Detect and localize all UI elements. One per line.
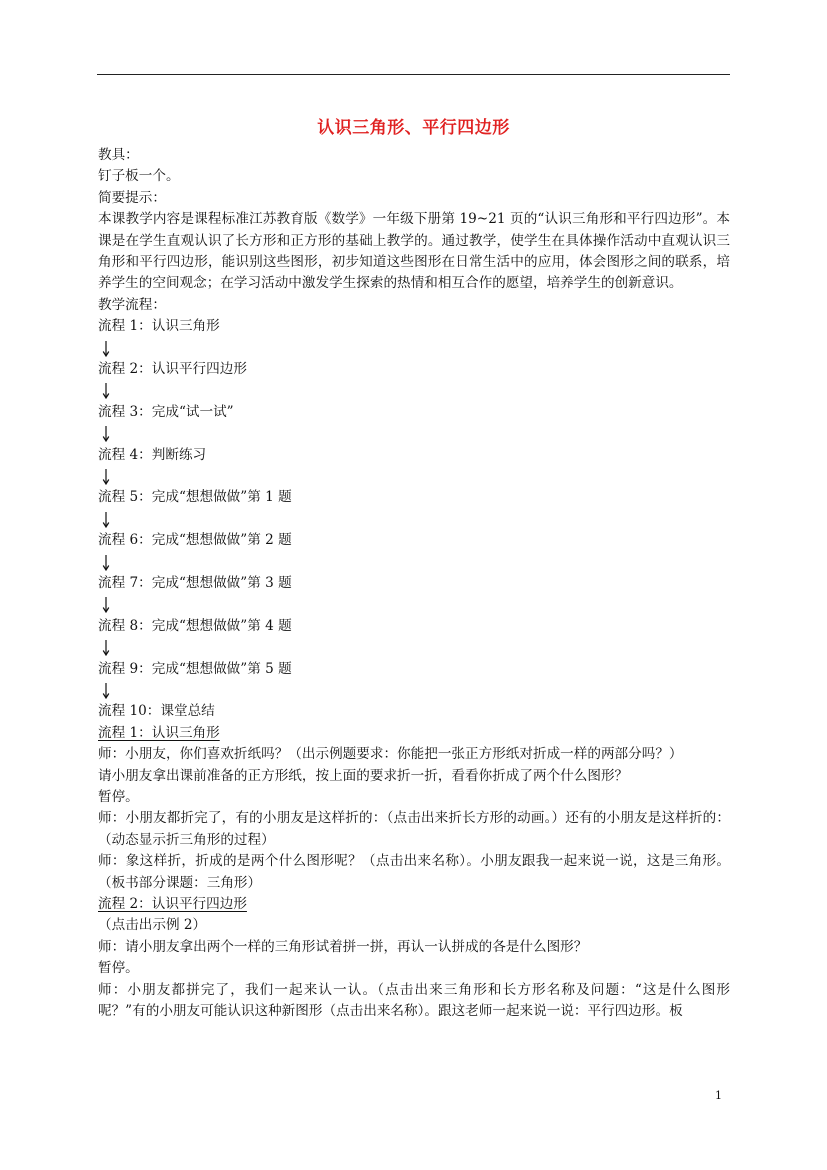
section1-paragraph: 师：象这样折，折成的是两个什么图形呢？（点击出来名称）。小朋友跟我一起来说一说，这是三角形。（板书部分课题：三角形） (98, 853, 730, 891)
flow-step: 流程 10：课堂总结 (98, 703, 215, 720)
section2-paragraph: 暂停。 (98, 960, 139, 977)
flow-label: 教学流程： (98, 296, 166, 313)
down-arrow-icon (98, 637, 730, 658)
section2-heading: 流程 2：认识平行四边形 (98, 896, 247, 913)
tools-label: 教具： (98, 147, 139, 163)
flow-step: 流程 1：认识三角形 (98, 318, 220, 335)
down-arrow-icon (98, 380, 730, 401)
down-arrow-icon (98, 594, 730, 615)
down-arrow-icon (98, 680, 730, 701)
section2-paragraph: （点击出示例 2） (98, 917, 207, 934)
tips-label: 简要提示： (98, 189, 166, 206)
section1-paragraph: 请小朋友拿出课前准备的正方形纸，按上面的要求折一折，看看你折成了两个什么图形？ (98, 767, 629, 784)
flow-step: 流程 5：完成“想想做做”第 1 题 (98, 489, 292, 506)
page-title: 认识三角形、平行四边形 (317, 118, 510, 138)
section1-paragraph: 暂停。 (98, 789, 139, 806)
flow-step: 流程 4：判断练习 (98, 446, 207, 463)
flow-step: 流程 3：完成“试一试” (98, 403, 234, 420)
down-arrow-icon (98, 423, 730, 444)
flow-step: 流程 6：完成“想想做做”第 2 题 (98, 532, 292, 549)
section1-paragraph: 师：小朋友都折完了，有的小朋友是这样折的：（点击出来折长方形的动画。）还有的小朋友是这样折的：（动态显示折三角形的过程） (98, 810, 730, 848)
section1-heading: 流程 1：认识三角形 (98, 724, 220, 741)
flow-step: 流程 9：完成“想想做做”第 5 题 (98, 660, 292, 677)
section2-paragraph: 师：请小朋友拿出两个一样的三角形试着拼一拼，再认一认拼成的各是什么图形？ (98, 938, 588, 955)
section1-paragraph: 师：小朋友，你们喜欢折纸吗？（出示例题要求：你能把一张正方形纸对折成一样的两部分吗？） (98, 746, 683, 763)
down-arrow-icon (98, 552, 730, 573)
flow-step: 流程 2：认识平行四边形 (98, 361, 247, 378)
down-arrow-icon (98, 466, 730, 487)
header-rule (97, 74, 730, 75)
document-body (98, 145, 730, 1023)
down-arrow-icon (98, 338, 730, 359)
tips-paragraph: 本课教学内容是课程标准江苏教育版《数学》一年级下册第 19~21 页的“认识三角形和平行四边形”。本课是在学生直观认识了长方形和正方形的基础上教学的。通过教学，使学生在具体操作活动中直观认识三角形和平行四边形，能识别这些图形，初步知道这些图形在日常生活中的应用，体会图形之间的联系，培养学生的空间观念；在学习活动中激发学生探索的热情和相互合作的愿望，培养学生的创新意识。 (98, 211, 730, 292)
down-arrow-icon (98, 509, 730, 530)
page-number: 1 (715, 1089, 722, 1102)
tools-text: 钉子板一个。 (98, 168, 180, 185)
flow-step: 流程 7：完成“想想做做”第 3 题 (98, 575, 292, 592)
flow-step: 流程 8：完成“想想做做”第 4 题 (98, 617, 292, 634)
section2-paragraph: 师：小朋友都拼完了，我们一起来认一认。（点击出来三角形和长方形名称及问题：“这是什么图形呢？”有的小朋友可能认识这种新图形（点击出来名称）。跟这老师一起来说一说：平行四边形。板 (98, 981, 730, 1020)
